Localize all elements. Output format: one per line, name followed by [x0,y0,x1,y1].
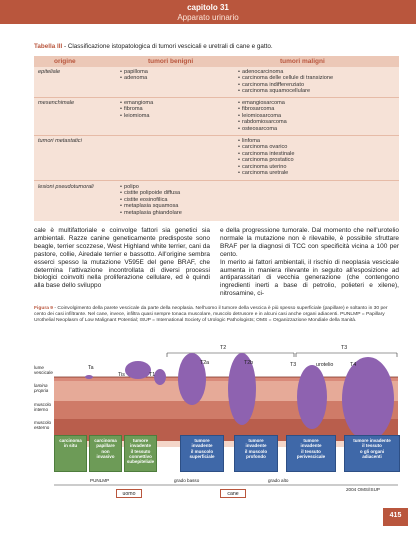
classification-table [34,56,399,221]
list-item: • cistite eosinofilica [120,197,182,203]
list-item: • emangiosarcoma [238,100,287,106]
box-perivesical: tumore invadente il tessuto perivescicale [286,435,336,472]
stage-t2b: T2b [244,360,254,366]
list-item: • carcinoma intestinale [238,151,295,157]
malignant-list [238,69,333,95]
species-dog: cane [220,489,246,498]
box-carcinoma-in-situ: carcinoma in situ [54,435,87,472]
list-item: • osteosarcoma [238,126,287,132]
row-divider [34,180,399,181]
benign-list [120,69,148,82]
list-item: • papilloma [120,69,148,75]
box-papillary: carcinoma papillare non invasivo [89,435,122,472]
list-item: • cistite polipoide diffusa [120,190,182,196]
layer-inner-muscle: muscolo interno [34,402,52,413]
stage-ta: Ta [88,365,94,371]
layer-lamina: lamina propria [34,383,49,394]
tumor-t4 [342,357,394,441]
list-item: • leiomiosarcoma [238,113,287,119]
figure-caption [34,306,400,324]
scale-high-grade: grado alto [268,478,289,483]
t3-label: T3 [341,345,348,351]
list-item: • linfoma [238,138,295,144]
row-origin: mesenchimale [38,100,75,106]
row-divider [34,135,399,136]
box-superficial-muscle: tumore invadente il muscolo superficiale [180,435,224,472]
stage-t4: T4 [350,362,357,368]
stage-t3: T3 [290,362,297,368]
list-item: • adenocarcinoma [238,69,333,75]
row-origin: epiteliale [38,69,61,75]
table-caption-text: - Classificazione istopatologica di tumori vescicali e uretrali di cane e gatto. [62,43,273,50]
header-origin: origine [54,58,76,65]
malignant-list [238,100,287,132]
list-item: • carcinoma indifferenziato [238,82,333,88]
header-benign: tumori benigni [148,58,194,65]
body-text-right [220,227,399,298]
stage-tis: Tis [118,372,125,378]
list-item: • metaplasia squamosa [120,203,182,209]
layer-outer-muscle: muscolo esterno [34,420,52,431]
table-header-row [34,56,399,67]
figure-label: Figura 9 [34,306,54,311]
tumor-tis [85,375,93,379]
stage-t2a: T2a [200,360,210,366]
table-caption [34,43,273,50]
benign-list [120,184,182,216]
list-item: • emangioma [120,100,153,106]
list-item: • carcinoma uterino [238,164,295,170]
table-label: Tabella III [34,43,63,50]
scale-source: 2004 OMS/ISUP [346,487,380,492]
tumor-t3 [297,365,327,429]
tumor-ta [125,361,151,379]
list-item: • leiomioma [120,113,153,119]
list-item: • carcinoma delle cellule di transizione [238,75,333,81]
list-item: • carcinoma squamocellulare [238,88,333,94]
page-number: 415 [389,512,402,519]
scale-punlmp: PUNLMP [90,478,110,483]
list-item: • fibrosarcoma [238,106,287,112]
box-adjacent-organs: tumore invadente il tessuto o gli organi adiacenti [344,435,400,472]
body-paragraph: e della progressione tumorale. Dal momento che nell'urotelio normale la mutazione non è rilevabile, è possibile sfruttare BRAF per la diagnosi di TCC con specificità vicina a 100 per cento. [220,227,399,258]
figure-caption-text: - Coinvolgimento della parete vescicale da parte della neoplasia. Nell'uomo il tumore della vescica è più spesso superficiale (papillare) e soltanto in 30 per cento dei casi infiltrante. Nel cane, invece, infiltra quasi sempre tonaca muscolare, muscolo detrusore e in alcuni casi anche organi adiacenti. PUNLMP = Papillary Urothelial Neoplasm of Low Malignant Potential; ISUP = International Society of Urologic Pathologists; OMS = Organizzazione Mondiale della Sanità. [34,306,388,323]
list-item: • adenoma [120,75,148,81]
species-human: uomo [116,489,142,498]
body-paragraph: In merito ai fattori ambientali, il rischio di neoplasia vescicale aumenta in maniera rilevante in seguito all'esposizione ad antiparassitari di vecchia generazione (che contengono ingredienti inerti a base di petrolio, polieteri e xilene), nitrosamine, ci- [220,258,399,298]
list-item: • polipo [120,184,182,190]
bladder-wall-figure [34,337,400,505]
list-item: • metaplasia ghiandolare [120,210,182,216]
list-item: • carcinoma prostatico [238,157,295,163]
malignant-list [238,138,295,176]
layer-lumen: lume vescicale [34,365,53,376]
list-item: • carcinoma ovarico [238,144,295,150]
bladder-wall-diagram [34,337,400,505]
chapter-title: capitolo 31 [187,3,229,12]
tumor-t1 [154,369,166,385]
stage-t1: T1 [149,372,156,378]
row-divider [34,97,399,98]
list-item: • fibroma [120,106,153,112]
list-item: • carcinoma uretrale [238,170,295,176]
row-origin: lesioni pseudotumorali [38,184,94,190]
scale-low-grade: grado basso [174,478,200,483]
t2-label: T2 [220,345,227,351]
box-subepithelial: tumore invadente il tessuto connettivo subepiteliale [124,435,157,472]
list-item: • rabdomiosarcoma [238,119,287,125]
box-deep-muscle: tumore invadente il muscolo profondo [234,435,278,472]
row-origin: tumori metastatici [38,138,82,144]
header-malignant: tumori maligni [280,58,325,65]
body-text-left: cale è multifattoriale e coinvolge fattori sia genetici sia ambientali. Razze canine geneticamente predisposte sono beagle, terrier scozzese, West Highland white terrier, cani da pastore, collie, Airedale terrier e bassotto. All'origine sembra esserci spesso la mutazione V595E del gene BRAF, che determina l'attivazione incontrollata di diversi processi biologici coinvolti nella proliferazione cellulare, ed è quindi alla base dello sviluppo [34,227,210,290]
section-title: Apparato urinario [177,13,239,22]
urothelium-label: urotelio [316,362,334,368]
benign-list [120,100,153,119]
